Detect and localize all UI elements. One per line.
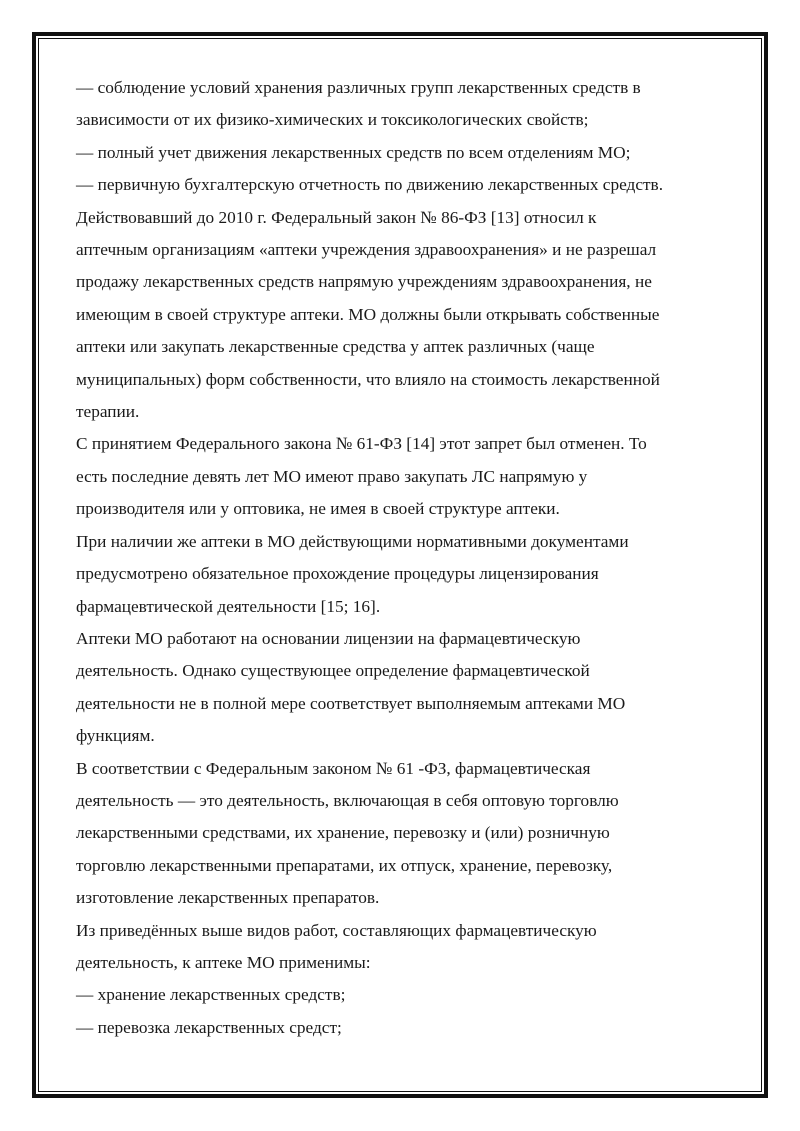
text-line: — перевозка лекарственных средст; [76, 1017, 342, 1037]
text-line: изготовление лекарственных препаратов. [76, 888, 380, 908]
text-line: деятельность, к аптеке МО применимы: [76, 952, 371, 972]
text-line: деятельность — это деятельность, включающая в себя оптовую торговлю [76, 790, 619, 810]
text-line: фармацевтической деятельности [15; 16]. [76, 596, 381, 616]
text-line: аптеки или закупать лекарственные средства у аптек различных (чаще [76, 337, 595, 357]
text-line: продажу лекарственных средств напрямую учреждениям здравоохранения, не [76, 272, 652, 292]
text-line: Аптеки МО работают на основании лицензии на фармацевтическую [76, 628, 581, 648]
text-line: аптечным организациям «аптеки учреждения здравоохранения» и не разрешал [76, 240, 657, 260]
text-line: есть последние девять лет МО имеют право закупать ЛС напрямую у [76, 466, 588, 486]
text-line: торговлю лекарственными препаратами, их отпуск, хранение, перевозку, [76, 855, 613, 875]
text-line: муниципальных) форм собственности, что влияло на стоимость лекарственной [76, 369, 660, 389]
text-line: — соблюдение условий хранения различных групп лекарственных средств в [76, 78, 641, 97]
text-line: — хранение лекарственных средств; [76, 985, 346, 1005]
text-line: производителя или у оптовика, не имея в своей структуре аптеки. [76, 499, 560, 519]
text-line: деятельности не в полной мере соответствует выполняемым аптеками МО [76, 693, 626, 713]
text-line: терапии. [76, 402, 140, 422]
text-line: деятельность. Однако существующее определение фармацевтической [76, 661, 590, 681]
text-line: Действовавший до 2010 г. Федеральный закон № 86-ФЗ [13] относил к [76, 207, 597, 227]
text-line: Из приведённых выше видов работ, составляющих фармацевтическую [76, 920, 597, 940]
text-line: лекарственными средствами, их хранение, перевозку и (или) розничную [76, 823, 610, 843]
text-line: предусмотрено обязательное прохождение процедуры лицензирования [76, 564, 599, 584]
text-line: имеющим в своей структуре аптеки. МО должны были открывать собственные [76, 304, 660, 324]
text-line: зависимости от их физико-химических и токсикологических свойств; [76, 110, 589, 130]
document-body [76, 72, 726, 1044]
text-line: В соответствии с Федеральным законом № 61 -ФЗ, фармацевтическая [76, 758, 591, 778]
text-line: функциям. [76, 726, 155, 746]
text-line: При наличии же аптеки в МО действующими нормативными документами [76, 531, 629, 551]
text-line: — полный учет движения лекарственных средств по всем отделениям МО; [76, 142, 631, 162]
text-line: — первичную бухгалтерскую отчетность по движению лекарственных средств. [76, 175, 664, 195]
text-line: С принятием Федерального закона № 61-ФЗ [14] этот запрет был отменен. То [76, 434, 647, 454]
